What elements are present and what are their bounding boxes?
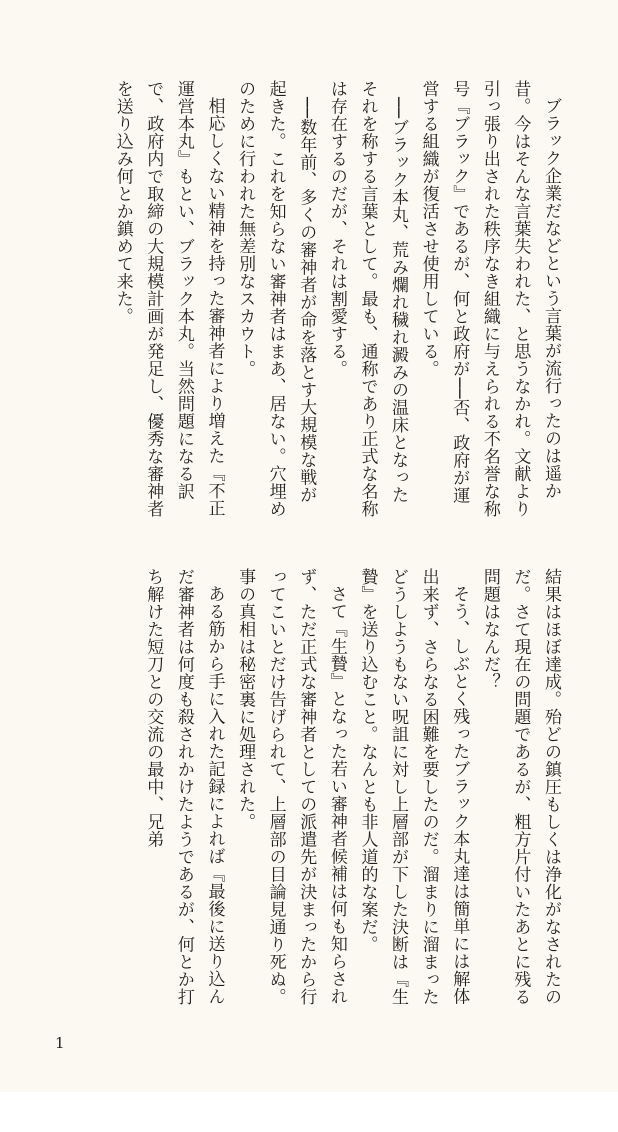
paragraph: さて『生贄』となった若い審神者候補は何も知らされず、ただ正式な審神者としての派遣先が決まったから行ってこいとだけ告げられて、上層部の目論見通り死ぬ。事の真相は秘密裏に処理された。: [235, 568, 347, 1006]
paragraph: 結果はほぼ達成。殆どの鎮圧もしくは浄化がなされたのだ。さて現在の問題であるが、粗方片付いたあとに残る問題はなんだ？: [479, 568, 561, 1006]
paragraph: ある筋から手に入れた記録によれば『最後に送り込んだ審神者は何度も殺されかけたようであるが、何とか打ち解けた短刀との交流の最中、兄弟: [143, 568, 225, 1006]
paragraph: そう、しぶとく残ったブラック本丸達は簡単には解体出来ず、さらなる困難を要したのだ。溜まりに溜まったどうしようもない呪詛に対し上層部が下した決断は『生贄』を送り込むこと。なんとも非人道的な案だ。: [357, 568, 470, 1006]
paragraph: ──数年前、多くの審神者が命を落とす大規模な戦が起きた。これを知らない審神者はまあ、居ない。穴埋めのために行われた無差別なスカウト。: [235, 80, 317, 518]
upper-text-block: [46, 80, 566, 520]
paragraph: ブラック企業だなどという言葉が流行ったのは遥か昔。今はそんな言葉失われた、と思うなかれ。文献より引っ張り出された秩序なき組織に与えられる不名誉な称号『ブラック』であるが、何と政府が──否、政府が運営する組織が復活させ使用している。: [418, 80, 561, 518]
paragraph: ──ブラック本丸、荒み爛れ穢れ澱みの温床となったそれを称する言葉として。最も、通称であり正式な名称は存在するのだが、それは割愛する。: [326, 80, 409, 518]
paragraph: 相応しくない精神を持った審神者により増えた『不正運営本丸』もとい、ブラック本丸。当然問題になる訳で、政府内で取締の大規模計画が発足し、優秀な審神者を送り込み何とか鎮めて来た。: [112, 80, 225, 518]
lower-text-block: [46, 568, 566, 1008]
page-number: 1: [55, 1034, 65, 1052]
